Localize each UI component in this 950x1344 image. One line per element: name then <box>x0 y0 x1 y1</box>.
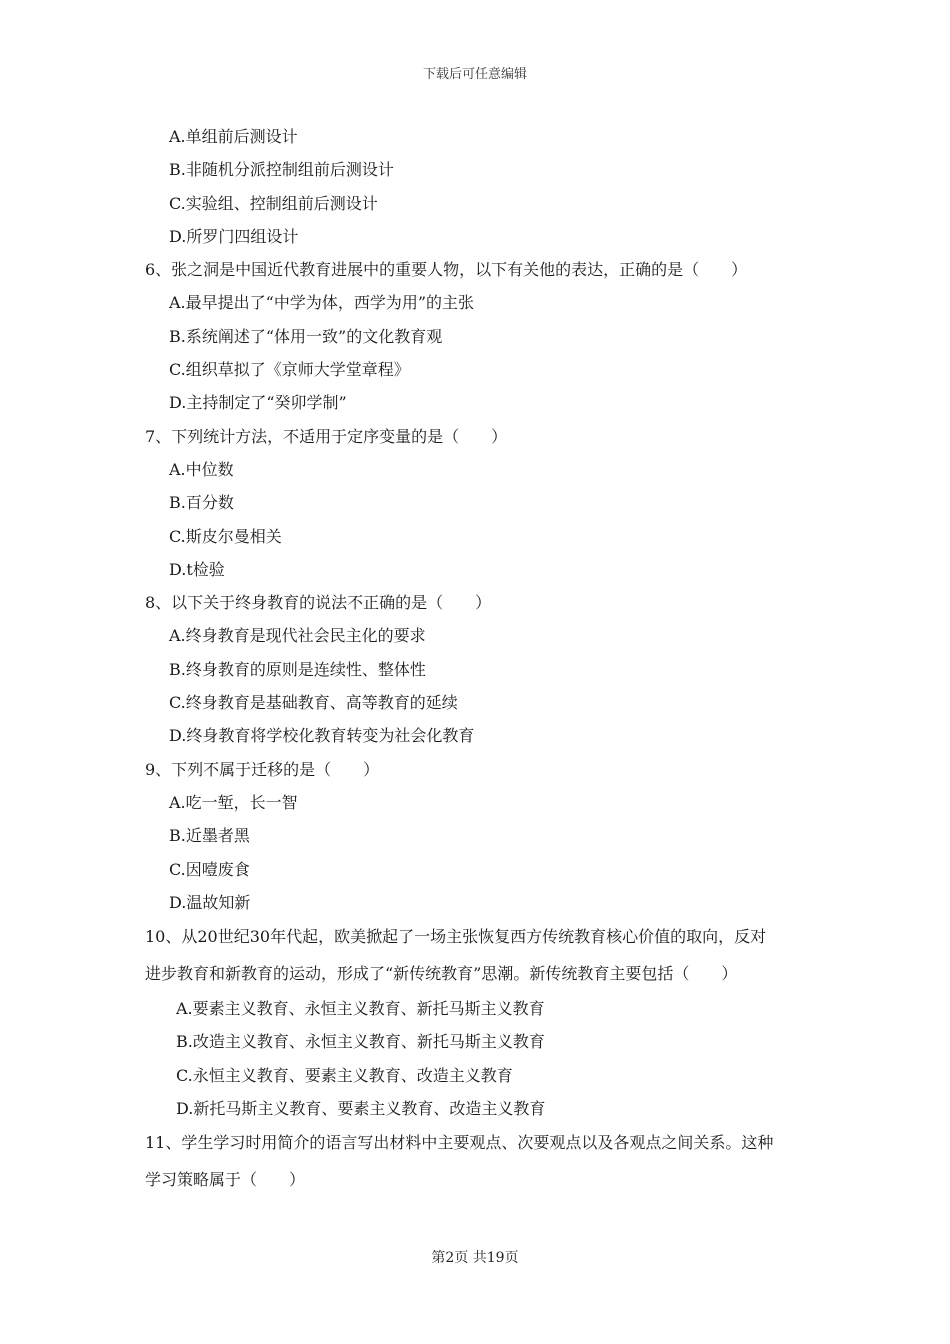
option-line: C.组织草拟了《京师大学堂章程》 <box>169 360 410 380</box>
option-line: A.中位数 <box>169 459 234 479</box>
option-line: B.系统阐述了“体用一致”的文化教育观 <box>169 326 443 346</box>
option-line: B.非随机分派控制组前后测设计 <box>169 160 394 180</box>
option-line: A.要素主义教育、永恒主义教育、新托马斯主义教育 <box>176 999 545 1019</box>
question-line: 9、下列不属于迁移的是（ ） <box>145 759 380 779</box>
page-footer: 第2页 共19页 <box>431 1250 519 1266</box>
option-line: C.斯皮尔曼相关 <box>169 526 282 546</box>
option-line: B.改造主义教育、永恒主义教育、新托马斯主义教育 <box>176 1032 545 1052</box>
question-line: 学习策略属于（ ） <box>145 1169 306 1189</box>
option-line: A.终身教育是现代社会民主化的要求 <box>169 626 426 646</box>
option-line: D.主持制定了“癸卯学制” <box>169 393 347 413</box>
document-body <box>145 120 815 1198</box>
option-line: B.终身教育的原则是连续性、整体性 <box>169 659 426 679</box>
option-line: D.t检验 <box>169 559 225 579</box>
question-line: 6、张之洞是中国近代教育进展中的重要人物，以下有关他的表达，正确的是（ ） <box>145 260 748 280</box>
option-line: C.实验组、控制组前后测设计 <box>169 193 378 213</box>
question-line: 7、下列统计方法，不适用于定序变量的是（ ） <box>145 426 508 446</box>
question-line: 11、学生学习时用简介的语言写出材料中主要观点、次要观点以及各观点之间关系。这种 <box>145 1133 774 1153</box>
option-line: B.近墨者黑 <box>169 826 250 846</box>
option-line: C.永恒主义教育、要素主义教育、改造主义教育 <box>176 1065 513 1085</box>
option-line: B.百分数 <box>169 493 234 513</box>
question-line: 10、从20世纪30年代起，欧美掀起了一场主张恢复西方传统教育核心价值的取向，反对 <box>145 927 767 947</box>
option-line: D.所罗门四组设计 <box>169 226 299 246</box>
option-line: A.单组前后测设计 <box>169 127 298 146</box>
option-line: D.温故知新 <box>169 892 251 912</box>
page-header: 下载后可任意编辑 <box>422 67 527 82</box>
option-line: C.终身教育是基础教育、高等教育的延续 <box>169 693 458 713</box>
option-line: D.新托马斯主义教育、要素主义教育、改造主义教育 <box>176 1099 546 1119</box>
option-line: A.吃一堑，长一智 <box>169 792 298 812</box>
question-line: 8、以下关于终身教育的说法不正确的是（ ） <box>145 593 492 613</box>
option-line: C.因噎废食 <box>169 859 250 879</box>
question-line: 进步教育和新教育的运动，形成了“新传统教育”思潮。新传统教育主要包括（ ） <box>145 963 738 983</box>
option-line: D.终身教育将学校化教育转变为社会化教育 <box>169 726 475 746</box>
option-line: A.最早提出了“中学为体，西学为用”的主张 <box>169 293 475 313</box>
